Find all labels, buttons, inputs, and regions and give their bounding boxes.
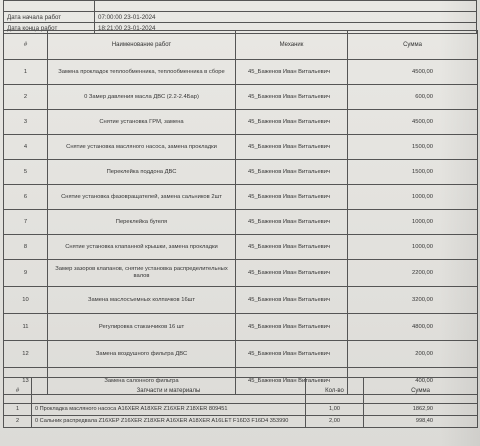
work-num: 13 [4,368,48,395]
works-col-sum: Сумма [348,31,478,60]
part-qty: 1,00 [306,404,364,416]
info-row-start [4,12,477,23]
parts-header-row [4,378,478,404]
works-table [3,30,478,395]
work-name: Снятие установка фазовращателей, замена сальников 2шт [48,185,236,210]
work-num: 10 [4,287,48,314]
work-num: 8 [4,235,48,260]
work-sum: 1500,00 [348,135,478,160]
work-row [4,235,478,260]
work-row [4,341,478,368]
work-name: Замер зазоров клапанов, снятие установка распределительных валов [48,260,236,287]
work-name: Переклейка поддона ДВС [48,160,236,185]
work-sum: 400,00 [348,368,478,395]
work-num: 1 [4,60,48,85]
work-row [4,135,478,160]
work-name: Снятие установка клапанной крышки, замена прокладки [48,235,236,260]
work-sum: 1500,00 [348,160,478,185]
work-num: 7 [4,210,48,235]
work-mechanic: 45_Баженов Иван Витальевич [236,314,348,341]
part-num: 2 [4,416,32,428]
work-mechanic: 45_Баженов Иван Витальевич [236,210,348,235]
work-mechanic: 45_Баженов Иван Витальевич [236,341,348,368]
work-sum: 1000,00 [348,235,478,260]
work-sum: 600,00 [348,85,478,110]
work-row [4,160,478,185]
parts-col-name: Запчасти и материалы [32,378,306,404]
start-date-label: Дата начала работ [4,12,95,23]
work-name: Замена маслосъемных колпачков 16шт [48,287,236,314]
work-mechanic: 45_Баженов Иван Витальевич [236,287,348,314]
work-name: Регулировка стаканчиков 16 шт [48,314,236,341]
work-row [4,314,478,341]
part-name: 0 Прокладка масляного насоса A16XER A18XER Z16XER Z18XER 809451 [32,404,306,416]
parts-table [3,377,478,428]
work-mechanic: 45_Баженов Иван Витальевич [236,260,348,287]
work-dates-table [3,0,477,34]
parts-col-num: # [4,378,32,404]
work-row [4,260,478,287]
work-mechanic: 45_Баженов Иван Витальевич [236,85,348,110]
part-qty: 2,00 [306,416,364,428]
work-row [4,60,478,85]
work-num: 4 [4,135,48,160]
work-name: 0 Замер давления масла ДВС (2.2-2.4Бар) [48,85,236,110]
work-name: Замена прокладок теплообменника, теплообменника в сборе [48,60,236,85]
info-row [4,1,477,12]
work-sum: 4800,00 [348,314,478,341]
work-mechanic: 45_Баженов Иван Витальевич [236,368,348,395]
work-sum: 3200,00 [348,287,478,314]
works-col-name: Наименование работ [48,31,236,60]
part-row [4,404,478,416]
work-name: Замена воздушного фильтра ДВС [48,341,236,368]
start-date-value: 07:00:00 23-01-2024 [95,12,477,23]
work-mechanic: 45_Баженов Иван Витальевич [236,160,348,185]
work-row [4,185,478,210]
work-sum: 4500,00 [348,110,478,135]
work-num: 9 [4,260,48,287]
works-header-row [4,31,478,60]
work-num: 2 [4,85,48,110]
work-num: 5 [4,160,48,185]
work-name: Снятие установка масляного насоса, замена прокладки [48,135,236,160]
parts-col-qty: Кол-во [306,378,364,404]
work-sum: 1000,00 [348,210,478,235]
info-value [95,1,477,12]
parts-col-sum: Сумма [364,378,478,404]
work-row [4,287,478,314]
work-row [4,85,478,110]
work-num: 6 [4,185,48,210]
work-mechanic: 45_Баженов Иван Витальевич [236,60,348,85]
work-row [4,210,478,235]
info-label [4,1,95,12]
work-num: 3 [4,110,48,135]
end-date-label: Дата конца работ [4,23,95,34]
part-name: 0 Сальник распредвала Z16XEP Z16XER Z18XER A16XER A18XER A16LET F16D3 F16D4 353990 [32,416,306,428]
works-col-num: # [4,31,48,60]
work-name: Снятие установка ГРМ, замена [48,110,236,135]
end-date-value: 18:21:00 23-01-2024 [95,23,477,34]
work-mechanic: 45_Баженов Иван Витальевич [236,185,348,210]
work-name: Замена салонного фильтра [48,368,236,395]
work-name: Переклейка бугеля [48,210,236,235]
part-row [4,416,478,428]
work-sum: 200,00 [348,341,478,368]
work-sum: 1000,00 [348,185,478,210]
part-num: 1 [4,404,32,416]
work-num: 11 [4,314,48,341]
work-sum: 2200,00 [348,260,478,287]
part-sum: 998,40 [364,416,478,428]
work-mechanic: 45_Баженов Иван Витальевич [236,110,348,135]
works-col-mechanic: Механик [236,31,348,60]
work-mechanic: 45_Баженов Иван Витальевич [236,235,348,260]
work-num: 12 [4,341,48,368]
part-sum: 1862,90 [364,404,478,416]
work-mechanic: 45_Баженов Иван Витальевич [236,135,348,160]
work-row [4,110,478,135]
work-sum: 4500,00 [348,60,478,85]
